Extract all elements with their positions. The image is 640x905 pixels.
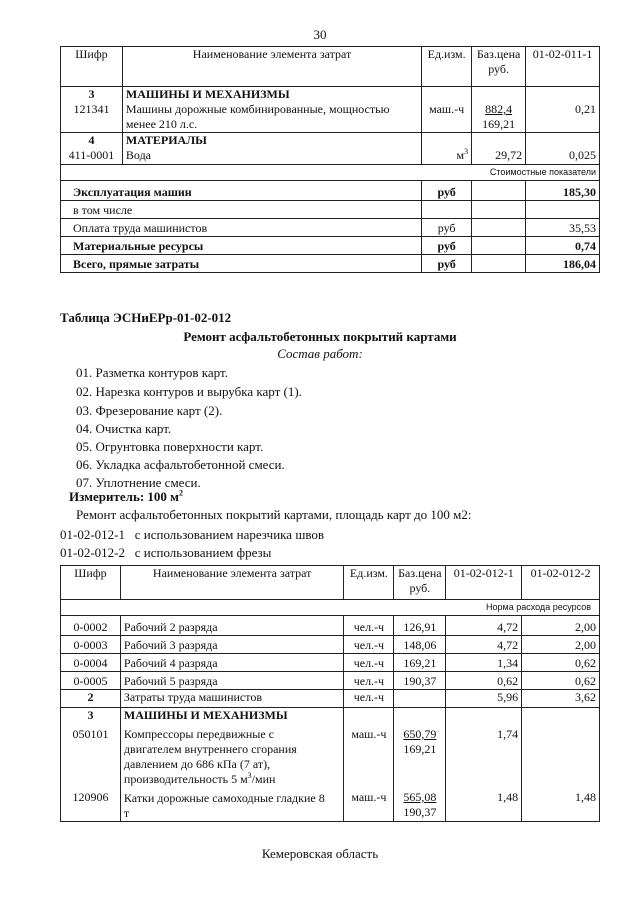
table-row: 0-0003 Рабочий 3 разряда чел.-ч 148,06 4,72 2,00	[61, 636, 600, 654]
list-item: 01. Разметка контуров карт.	[76, 365, 228, 380]
table-1-header	[61, 47, 600, 87]
header-name: Наименование элемента затрат	[120, 566, 344, 600]
table-2	[60, 565, 600, 822]
indicators-row	[61, 165, 600, 181]
table-row: 3 050101 120906 МАШИНЫ И МЕХАНИЗМЫ Компрессоры передвижные с двигателем внутреннего сгорания давлением до 686 кПа (7 ат), производительность 5 $м^3$/мин Катки дорожные самоходные гладкие 8 т маш.-ч маш.-ч 650,79 169,21 565,08 190,37 1,74 1,48 1,48	[61, 708, 600, 822]
section-number: 2	[61, 690, 121, 708]
variant-code: 01-02-012-2	[60, 545, 125, 560]
section-number: 4	[88, 133, 95, 147]
norm-row	[61, 600, 600, 616]
table-2-title: Таблица ЭСНиЕРр-01-02-012	[60, 310, 232, 325]
footer-region: Кемеровская область	[261, 846, 379, 861]
variant-item	[60, 545, 271, 561]
resource-code: 050101	[72, 727, 109, 741]
resource-code: 120906	[72, 790, 109, 804]
table-1	[60, 46, 600, 273]
price-top: 882,4	[485, 102, 513, 116]
summary-row: Эксплуатация машин руб 185,30	[61, 181, 600, 201]
variant-text: с использованием фрезы	[134, 545, 272, 560]
resource-name: Вода	[125, 148, 152, 162]
header-code: Шифр	[61, 47, 123, 87]
table-row	[61, 87, 600, 133]
resource-name: производительность 5 $м^3$/мин	[123, 771, 276, 786]
header-unit: Ед.изм.	[422, 47, 472, 87]
page-number: 30	[313, 27, 327, 42]
resource-name: Машины дорожные комбинированные, мощностью менее 210 л.с.	[125, 102, 390, 131]
price-bottom: 169,21	[482, 117, 516, 131]
table-row: 0-0005 Рабочий 5 разряда чел.-ч 190,37 0,62 0,62	[61, 672, 600, 690]
resource-unit: маш.-ч	[422, 87, 472, 133]
resource-value: 0,025	[526, 133, 600, 165]
resource-code: 411-0001	[68, 148, 115, 162]
summary-row: Всего, прямые затраты руб 186,04	[61, 255, 600, 273]
section-title: МАШИНЫ И МЕХАНИЗМЫ	[123, 708, 288, 722]
section-number: 3	[87, 708, 94, 722]
table-2-subtitle: Ремонт асфальтобетонных покрытий картами	[183, 329, 457, 344]
list-item: 05. Огрунтовка поверхности карт.	[76, 439, 264, 454]
table-2-header	[61, 566, 600, 600]
norm-label: Норма расхода ресурсов	[61, 600, 600, 616]
table-row: 0-0002 Рабочий 2 разряда чел.-ч 126,91 4,72 2,00	[61, 616, 600, 636]
resource-code: 121341	[73, 102, 110, 116]
header-price: Баз.цена руб.	[394, 566, 446, 600]
list-item: 03. Фрезерование карт (2).	[76, 403, 223, 418]
section-title: МАШИНЫ И МЕХАНИЗМЫ	[125, 87, 290, 101]
section-title: МАТЕРИАЛЫ	[125, 133, 207, 147]
list-item: 07. Уплотнение смеси.	[76, 475, 201, 490]
summary-row: Материальные ресурсы руб 0,74	[61, 237, 600, 255]
section-number: 3	[88, 87, 95, 101]
price-top: 650,79	[403, 727, 437, 741]
resource-value: 0,21	[526, 87, 600, 133]
table-row	[61, 133, 600, 165]
price-top: 565,08	[403, 790, 437, 804]
header-col-1: 01-02-012-1	[446, 566, 522, 600]
resource-unit: $м^3$	[422, 133, 472, 165]
variant-text: с использованием нарезчика швов	[134, 527, 325, 542]
header-code: Шифр	[61, 566, 121, 600]
summary-row: Оплата труда машинистов руб 35,53	[61, 219, 600, 237]
description: Ремонт асфальтобетонных покрытий картами, площадь карт до 100 м2:	[76, 507, 472, 522]
list-item: 06. Укладка асфальтобетонной смеси.	[76, 457, 285, 472]
resource-price: 29,72	[472, 133, 526, 165]
variant-item	[60, 527, 324, 543]
table-row: 0-0004 Рабочий 4 разряда чел.-ч 169,21 1,34 0,62	[61, 654, 600, 672]
indicators-label: Стоимостные показатели	[61, 165, 600, 181]
price-bottom: 169,21	[403, 742, 437, 756]
list-item: 02. Нарезка контуров и вырубка карт (1).	[76, 384, 302, 399]
table-row: 2 Затраты труда машинистов чел.-ч 5,96 3,62	[61, 690, 600, 708]
list-item: 04. Очистка карт.	[76, 421, 172, 436]
work-heading: Состав работ:	[277, 346, 363, 361]
variant-code: 01-02-012-1	[60, 527, 125, 542]
summary-row: в том числе	[61, 201, 600, 219]
measure-unit: Измеритель: 100 $м^2$	[69, 488, 184, 504]
price-bottom: 190,37	[403, 805, 437, 819]
header-price: Баз.цена руб.	[472, 47, 526, 87]
header-name: Наименование элемента затрат	[122, 47, 421, 87]
header-col: 01-02-011-1	[526, 47, 600, 87]
header-col-2: 01-02-012-2	[522, 566, 600, 600]
header-unit: Ед.изм.	[344, 566, 394, 600]
